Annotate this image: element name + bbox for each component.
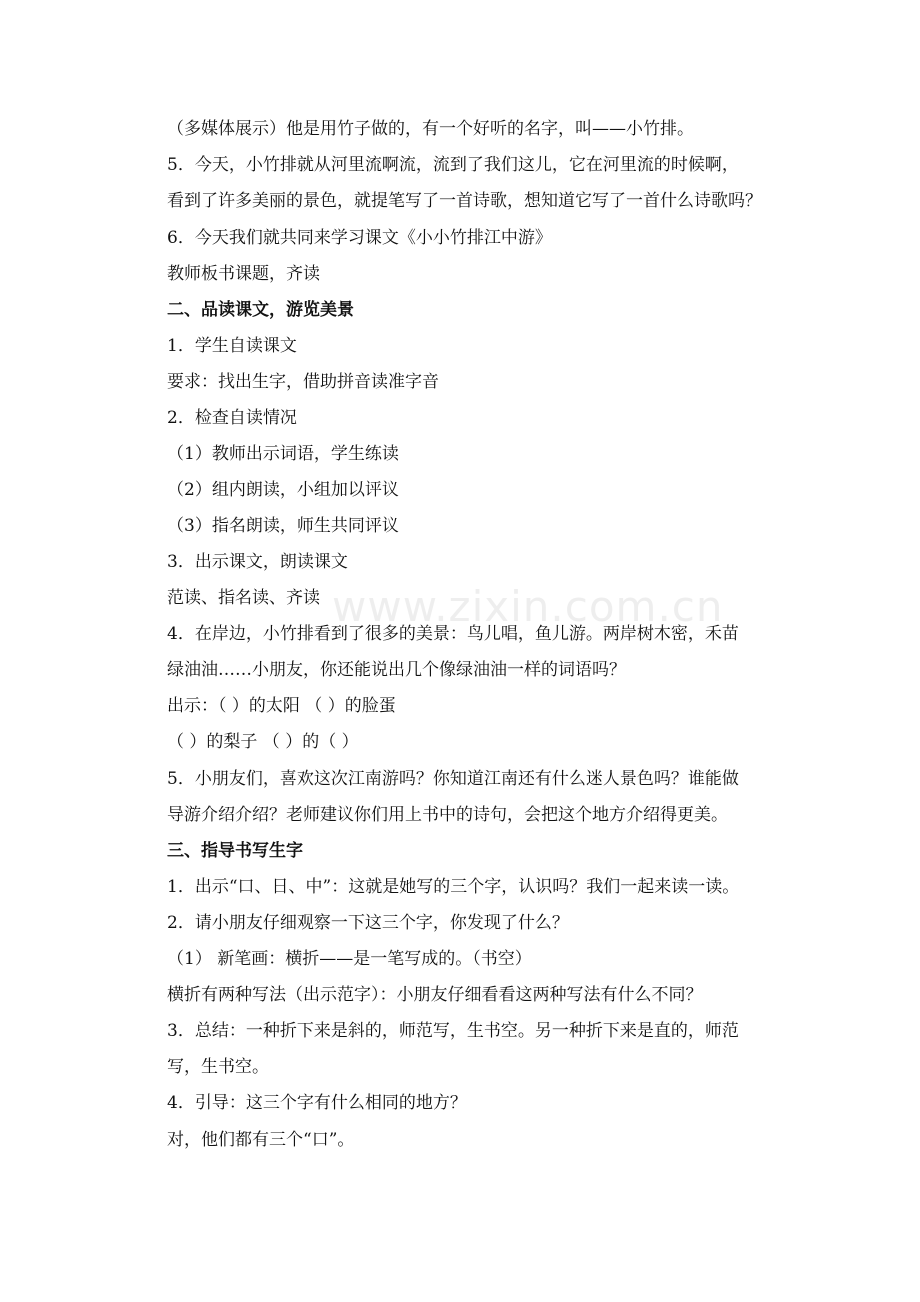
text-line: （3）指名朗读，师生共同评议 [167, 516, 399, 536]
text-line: 导游介绍介绍？老师建议你们用上书中的诗句，会把这个地方介绍得更美。 [167, 805, 728, 825]
section-heading: 二、品读课文，游览美景 [167, 300, 354, 320]
text-line: 4．在岸边，小竹排看到了很多的美景：鸟儿唱，鱼儿游。两岸树木密，禾苗 [167, 624, 739, 644]
text-line: 教师板书课题，齐读 [167, 264, 320, 284]
text-line: 3．总结：一种折下来是斜的，师范写，生书空。另一种折下来是直的，师范 [167, 1021, 739, 1041]
text-line: 1．出示“口、日、中”：这就是她写的三个字，认识吗？我们一起来读一读。 [167, 877, 740, 897]
text-line: 对，他们都有三个“口”。 [167, 1130, 355, 1150]
watermark: www.zixin.com.cn [332, 582, 724, 631]
text-line: 看到了许多美丽的景色，就提笔写了一首诗歌，想知道它写了一首什么诗歌吗？ [167, 191, 762, 211]
text-line: 6．今天我们就共同来学习课文《小小竹排江中游》 [167, 228, 552, 248]
text-line: （1）教师出示词语，学生练读 [167, 444, 399, 464]
text-line: 4．引导：这三个字有什么相同的地方？ [167, 1093, 467, 1113]
text-line: （多媒体展示）他是用竹子做的，有一个好听的名字，叫——小竹排。 [167, 119, 694, 139]
text-line: 3．出示课文，朗读课文 [167, 552, 348, 572]
text-line: 5．今天，小竹排就从河里流啊流，流到了我们这儿，它在河里流的时候啊， [167, 155, 739, 175]
text-line: 横折有两种写法（出示范字）：小朋友仔细看看这两种写法有什么不同？ [167, 985, 703, 1005]
text-line: 绿油油……小朋友，你还能说出几个像绿油油一样的词语吗？ [167, 660, 626, 680]
text-line: 要求：找出生字，借助拼音读准字音 [167, 372, 439, 392]
text-line: （1） 新笔画：横折——是一笔写成的。（书空） [167, 949, 532, 969]
text-line: （ ）的梨子 （ ）的（ ） [167, 732, 359, 752]
text-line: 5．小朋友们，喜欢这次江南游吗？你知道江南还有什么迷人景色吗？谁能做 [167, 769, 739, 789]
text-line: 出示：（ ）的太阳 （ ）的脸蛋 [167, 696, 396, 716]
text-line: 范读、指名读、齐读 [167, 588, 320, 608]
text-line: 写，生书空。 [167, 1057, 269, 1077]
text-line: 2．请小朋友仔细观察一下这三个字，你发现了什么？ [167, 913, 569, 933]
text-line: 2．检查自读情况 [167, 408, 297, 428]
section-heading: 三、指导书写生字 [167, 841, 303, 861]
text-line: 1．学生自读课文 [167, 336, 297, 356]
text-line: （2）组内朗读，小组加以评议 [167, 480, 399, 500]
